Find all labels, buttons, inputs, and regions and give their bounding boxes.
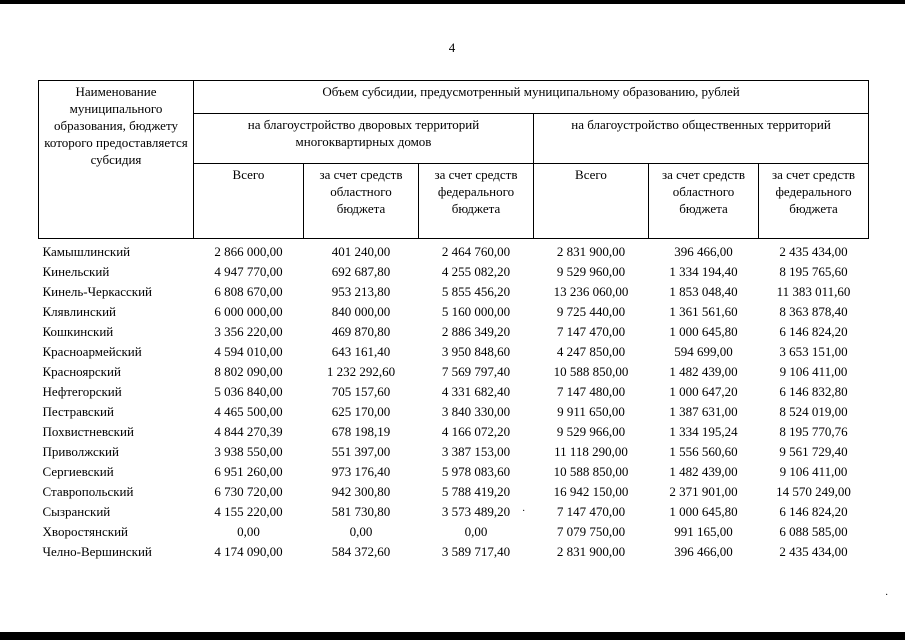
cell-yards-federal: 5 788 419,20 xyxy=(441,484,511,499)
cell-yards-federal: 4 166 072,20 xyxy=(441,424,511,439)
cell-yards-regional: 581 730,80 xyxy=(331,504,391,519)
page-number: 4 xyxy=(448,40,456,55)
cell-yards-total: 4 155 220,00 xyxy=(214,504,283,519)
table-header xyxy=(39,81,869,239)
cell-yards-total: 4 174 090,00 xyxy=(214,544,283,559)
cell-row-name: Ставропольский xyxy=(42,484,134,499)
cell-public-regional: 396 466,00 xyxy=(674,244,733,259)
header-municipality: Наименование муниципального образования, бюджету которого предоставляется субсидия xyxy=(39,81,194,239)
cell-public-regional: 1 361 561,60 xyxy=(669,304,738,319)
cell-yards-total: 3 938 550,00 xyxy=(214,444,283,459)
cell-yards-regional: 953 213,80 xyxy=(331,284,391,299)
cell-public-federal: 8 363 878,40 xyxy=(779,304,848,319)
header-public-total: Всего xyxy=(534,164,649,239)
cell-row-name: Сызранский xyxy=(42,504,111,519)
cell-yards-total: 4 594 010,00 xyxy=(214,344,283,359)
cell-public-regional: 1 334 195,24 xyxy=(669,424,738,439)
cell-public-regional: 1 000 645,80 xyxy=(669,504,738,519)
cell-public-regional: 2 371 901,00 xyxy=(669,484,738,499)
table-row xyxy=(39,482,869,502)
cell-yards-federal: 3 950 848,60 xyxy=(441,344,511,359)
cell-public-total: 9 725 440,00 xyxy=(556,304,626,319)
cell-public-federal: 9 106 411,00 xyxy=(779,364,848,379)
cell-public-total: 10 588 850,00 xyxy=(553,464,629,479)
cell-yards-regional: 692 687,80 xyxy=(331,264,391,279)
cell-public-federal: 8 195 765,60 xyxy=(779,264,848,279)
cell-yards-total: 6 808 670,00 xyxy=(214,284,283,299)
table-row xyxy=(39,239,869,263)
cell-row-name: Кинельский xyxy=(42,264,110,279)
cell-row-name: Клявлинский xyxy=(42,304,117,319)
scan-speck: · xyxy=(885,590,889,601)
cell-public-regional: 1 000 645,80 xyxy=(669,324,738,339)
cell-public-federal: 2 435 434,00 xyxy=(779,544,848,559)
cell-public-total: 11 118 290,00 xyxy=(554,444,628,459)
cell-public-total: 9 529 966,00 xyxy=(556,424,626,439)
cell-row-name: Красноярский xyxy=(42,364,121,379)
cell-yards-federal: 0,00 xyxy=(464,524,488,539)
header-public-federal: за счет средств федерального бюджета xyxy=(759,164,869,239)
table-row xyxy=(39,342,869,362)
cell-public-federal: 8 195 770,76 xyxy=(779,424,848,439)
cell-yards-total: 4 844 270,39 xyxy=(214,424,283,439)
scan-speck: · xyxy=(522,506,526,517)
cell-yards-federal: 7 569 797,40 xyxy=(441,364,511,379)
cell-yards-federal: 2 886 349,20 xyxy=(441,324,511,339)
cell-yards-total: 2 866 000,00 xyxy=(214,244,283,259)
table-body xyxy=(39,239,869,563)
table-row xyxy=(39,442,869,462)
cell-public-total: 9 529 960,00 xyxy=(556,264,626,279)
cell-yards-total: 6 951 260,00 xyxy=(214,464,283,479)
cell-yards-federal: 3 387 153,00 xyxy=(441,444,511,459)
cell-public-regional: 594 699,00 xyxy=(674,344,733,359)
cell-row-name: Нефтегорский xyxy=(42,384,122,399)
cell-yards-regional: 551 397,00 xyxy=(331,444,391,459)
cell-yards-regional: 705 157,60 xyxy=(331,384,391,399)
cell-public-total: 16 942 150,00 xyxy=(553,484,629,499)
cell-yards-regional: 625 170,00 xyxy=(331,404,391,419)
cell-public-regional: 1 482 439,00 xyxy=(669,464,738,479)
cell-public-federal: 6 146 824,20 xyxy=(779,504,848,519)
cell-public-total: 2 831 900,00 xyxy=(556,544,626,559)
cell-public-regional: 1 482 439,00 xyxy=(669,364,738,379)
table-row xyxy=(39,402,869,422)
cell-yards-federal: 5 855 456,20 xyxy=(441,284,511,299)
cell-yards-regional: 678 198,19 xyxy=(331,424,391,439)
cell-public-federal: 6 146 832,80 xyxy=(779,384,848,399)
scan-bottom-border xyxy=(0,632,905,640)
cell-yards-federal: 3 589 717,40 xyxy=(441,544,511,559)
cell-yards-total: 0,00 xyxy=(237,524,260,539)
cell-yards-regional: 840 000,00 xyxy=(331,304,391,319)
cell-row-name: Челно-Вершинский xyxy=(42,544,152,559)
cell-public-federal: 14 570 249,00 xyxy=(776,484,851,499)
cell-public-total: 7 147 470,00 xyxy=(556,504,626,519)
header-yards-total: Всего xyxy=(194,164,304,239)
header-yards-federal: за счет средств федерального бюджета xyxy=(419,164,534,239)
table-row xyxy=(39,462,869,482)
cell-row-name: Кинель-Черкасский xyxy=(42,284,152,299)
header-group-public: на благоустройство общественных территорий xyxy=(534,114,869,164)
cell-public-regional: 1 556 560,60 xyxy=(669,444,738,459)
cell-yards-total: 6 000 000,00 xyxy=(214,304,283,319)
cell-public-federal: 8 524 019,00 xyxy=(779,404,848,419)
cell-yards-regional: 973 176,40 xyxy=(331,464,391,479)
cell-public-federal: 9 561 729,40 xyxy=(779,444,848,459)
cell-row-name: Хворостянский xyxy=(42,524,128,539)
cell-row-name: Похвистневский xyxy=(42,424,134,439)
table-row xyxy=(39,262,869,282)
cell-yards-federal: 2 464 760,00 xyxy=(441,244,511,259)
cell-public-regional: 1 387 631,00 xyxy=(669,404,738,419)
cell-yards-regional: 584 372,60 xyxy=(331,544,391,559)
cell-yards-federal: 5 160 000,00 xyxy=(441,304,511,319)
cell-row-name: Сергиевский xyxy=(42,464,114,479)
cell-public-federal: 2 435 434,00 xyxy=(779,244,848,259)
cell-row-name: Красноармейский xyxy=(42,344,142,359)
table-row xyxy=(39,302,869,322)
cell-public-federal: 3 653 151,00 xyxy=(779,344,848,359)
header-public-regional: за счет средств областного бюджета xyxy=(649,164,759,239)
cell-yards-federal: 5 978 083,60 xyxy=(441,464,511,479)
cell-public-total: 9 911 650,00 xyxy=(557,404,625,419)
cell-yards-total: 4 465 500,00 xyxy=(214,404,283,419)
cell-yards-regional: 0,00 xyxy=(349,524,373,539)
cell-public-regional: 1 334 194,40 xyxy=(669,264,738,279)
cell-public-total: 13 236 060,00 xyxy=(553,284,629,299)
cell-yards-federal: 3 840 330,00 xyxy=(441,404,511,419)
cell-row-name: Камышлинский xyxy=(42,244,131,259)
cell-public-regional: 991 165,00 xyxy=(674,524,733,539)
cell-yards-total: 3 356 220,00 xyxy=(214,324,283,339)
cell-public-federal: 11 383 011,60 xyxy=(776,284,851,299)
cell-yards-total: 8 802 090,00 xyxy=(214,364,283,379)
cell-public-total: 7 147 470,00 xyxy=(556,324,626,339)
header-group-yards: на благоустройство дворовых территорий многоквартирных домов xyxy=(194,114,534,164)
cell-yards-regional: 643 161,40 xyxy=(331,344,391,359)
cell-row-name: Пестравский xyxy=(42,404,114,419)
table-row xyxy=(39,322,869,342)
table-row xyxy=(39,422,869,442)
cell-public-federal: 6 088 585,00 xyxy=(779,524,848,539)
cell-yards-regional: 942 300,80 xyxy=(331,484,391,499)
cell-yards-regional: 401 240,00 xyxy=(331,244,391,259)
header-subsidy-volume: Объем субсидии, предусмотренный муниципальному образованию, рублей xyxy=(194,81,869,114)
cell-public-total: 10 588 850,00 xyxy=(553,364,629,379)
cell-yards-federal: 3 573 489,20 xyxy=(441,504,511,519)
cell-yards-federal: 4 255 082,20 xyxy=(441,264,511,279)
cell-public-total: 2 831 900,00 xyxy=(556,244,626,259)
header-yards-regional: за счет средств областного бюджета xyxy=(304,164,419,239)
scan-top-border xyxy=(0,0,905,4)
cell-public-regional: 1 853 048,40 xyxy=(669,284,738,299)
table-row xyxy=(39,522,869,542)
cell-yards-regional: 469 870,80 xyxy=(331,324,391,339)
cell-public-regional: 396 466,00 xyxy=(674,544,733,559)
cell-yards-total: 4 947 770,00 xyxy=(214,264,283,279)
cell-yards-total: 5 036 840,00 xyxy=(214,384,283,399)
cell-row-name: Приволжский xyxy=(42,444,119,459)
cell-yards-federal: 4 331 682,40 xyxy=(441,384,511,399)
cell-row-name: Кошкинский xyxy=(42,324,114,339)
cell-public-federal: 9 106 411,00 xyxy=(779,464,848,479)
cell-yards-total: 6 730 720,00 xyxy=(214,484,283,499)
cell-public-federal: 6 146 824,20 xyxy=(779,324,848,339)
cell-public-regional: 1 000 647,20 xyxy=(669,384,738,399)
table-row xyxy=(39,282,869,302)
cell-public-total: 4 247 850,00 xyxy=(556,344,626,359)
subsidy-table xyxy=(38,80,869,562)
cell-public-total: 7 147 480,00 xyxy=(556,384,626,399)
table-row xyxy=(39,502,869,522)
table-row xyxy=(39,362,869,382)
table-row xyxy=(39,382,869,402)
table-row xyxy=(39,542,869,562)
cell-yards-regional: 1 232 292,60 xyxy=(326,364,396,379)
cell-public-total: 7 079 750,00 xyxy=(556,524,626,539)
